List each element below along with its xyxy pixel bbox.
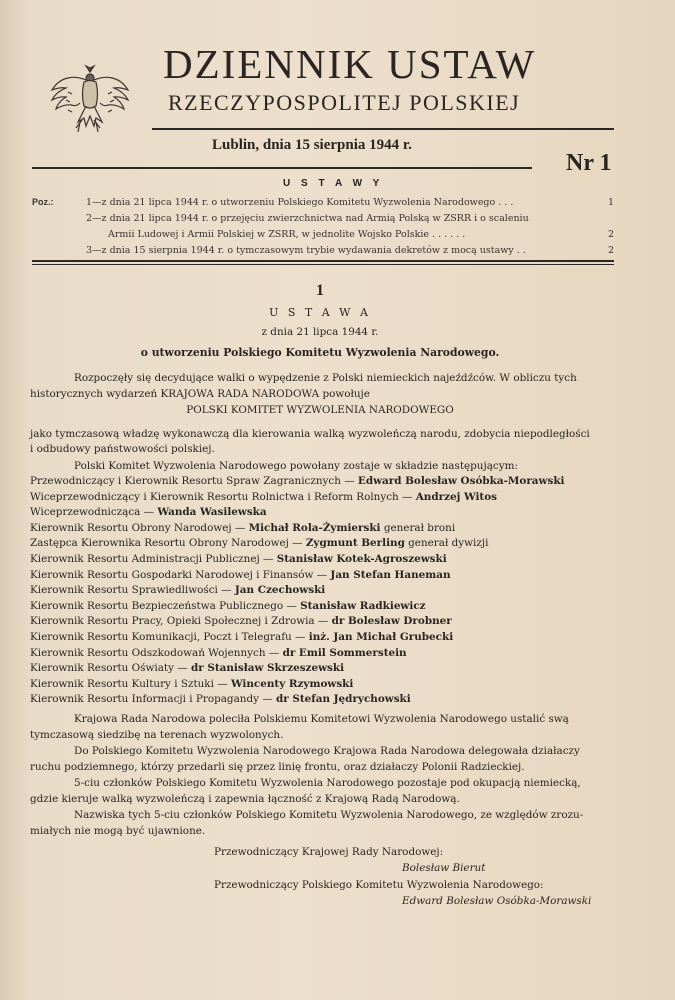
member-role: Kierownik Resortu Informacji i Propagandy — (30, 693, 273, 706)
member-role: Kierownik Resortu Odszkodowań Wojennych — (30, 646, 280, 659)
paragraph-line: Krajowa Rada Narodowa poleciła Polskiemu Komitetowi Wyzwolenia Narodowego ustalić swą (74, 713, 569, 725)
member-role: Kierownik Resortu Obrony Narodowej — (30, 521, 246, 534)
member-name: dr Stanisław Skrzeszewski (190, 662, 345, 675)
member-name: dr Emil Sommerstein (282, 646, 407, 659)
paragraph-line: Polski Komitet Wyzwolenia Narodowego powołany zostaje w składzie następującym: (74, 460, 518, 472)
paragraph-line: i odbudowy państwowości polskiej. (30, 443, 215, 455)
act-type: U S T A W A (269, 306, 371, 319)
member-role: Kierownik Resortu Oświaty — (30, 662, 188, 675)
member-line (30, 506, 267, 518)
member-line (30, 522, 455, 534)
paragraph-line: ruchu podziemnego, którzy przedarli się przez linię frontu, oraz działaczy Polonii Radzieckiej. (30, 761, 525, 773)
paragraph-line: tymczasową siedzibę na terenach wyzwolonych. (30, 729, 284, 741)
issue-number: Nr 1 (566, 150, 612, 176)
journal-subtitle: RZECZYPOSPOLITEJ POLSKIEJ (168, 90, 521, 115)
toc-entry: 2—z dnia 21 lipca 1944 r. o przejęciu zwierzchnictwa nad Armią Polską w ZSRR i o scaleniu (86, 213, 529, 224)
member-line (30, 678, 353, 690)
toc-entry: 1—z dnia 21 lipca 1944 r. o utworzeniu Polskiego Komitetu Wyzwolenia Narodowego . . . (86, 197, 514, 208)
member-line (30, 693, 411, 705)
toc-page-number: 1 (607, 197, 614, 208)
member-name: dr Bolesław Drobner (331, 615, 452, 628)
member-role: Kierownik Resortu Pracy, Opieki Społecznej i Zdrowia — (30, 615, 329, 628)
member-role: Kierownik Resortu Kultury i Sztuki — (30, 677, 228, 690)
member-role: Kierownik Resortu Bezpieczeństwa Publicznego — (30, 599, 297, 612)
member-name: Wanda Wasilewska (157, 506, 267, 519)
member-name: Michał Rola-Żymierski (248, 521, 381, 534)
member-name: Zygmunt Berling (305, 537, 405, 550)
paragraph-line: gdzie kieruje walką wyzwoleńczą i zapewnia łączność z Krajową Radą Narodową. (30, 793, 460, 805)
member-line (30, 475, 564, 487)
member-name: Jan Stefan Haneman (330, 568, 451, 581)
member-name: Edward Bolesław Osóbka-Morawski (357, 475, 565, 487)
signature-name: Bolesław Bierut (402, 862, 486, 874)
member-name: Stanisław Kotek-Agroszewski (276, 553, 447, 565)
member-role: Przewodniczący i Kierownik Resortu Spraw Zagranicznych — (30, 475, 355, 487)
signature-title: Przewodniczący Krajowej Rady Narodowej: (214, 846, 444, 858)
member-line (30, 631, 453, 643)
member-line (30, 615, 452, 627)
act-title: o utworzeniu Polskiego Komitetu Wyzwolenia Narodowego. (140, 346, 500, 359)
toc-entry-continuation: Armii Ludowej i Armii Polskiej w ZSRR, w jednolite Wojsko Polskie . . . . . . (108, 229, 466, 240)
polish-eagle-emblem-icon (46, 62, 134, 142)
issue-dateline: Lublin, dnia 15 sierpnia 1944 r. (212, 137, 412, 153)
toc-page-number: 2 (607, 229, 614, 240)
member-line (30, 600, 426, 612)
member-line (30, 647, 407, 659)
member-line (30, 537, 488, 549)
member-role: Kierownik Resortu Gospodarki Narodowej i Finansów — (30, 568, 328, 581)
member-name: dr Stefan Jędrychowski (276, 693, 411, 706)
member-name: Jan Czechowski (234, 584, 326, 597)
paragraph-line: jako tymczasową władzę wykonawczą dla kierowania walką wyzwoleńczą narodu, zdobycia niepodległości (30, 428, 590, 440)
signature-title: Przewodniczący Polskiego Komitetu Wyzwolenia Narodowego: (214, 879, 544, 891)
member-role: Kierownik Resortu Komunikacji, Poczt i Telegrafu — (30, 631, 306, 643)
member-rank: generał broni (383, 521, 456, 534)
member-name: Andrzej Witos (415, 490, 497, 503)
member-line (30, 584, 325, 596)
toc-entry: 3—z dnia 15 sierpnia 1944 r. o tymczasowym trybie wydawania dekretów z mocą ustawy . . (86, 245, 526, 256)
paragraph-line: Do Polskiego Komitetu Wyzwolenia Narodowego Krajowa Rada Narodowa delegowała działaczy (74, 745, 580, 757)
member-name: Wincenty Rzymowski (230, 677, 354, 690)
member-role: Wiceprzewodniczący i Kierownik Resortu Rolnictwa i Reform Rolnych — (30, 490, 413, 503)
member-name: inż. Jan Michał Grubecki (308, 631, 454, 643)
journal-title: DZIENNIK USTAW (163, 41, 537, 87)
act-number: 1 (316, 282, 324, 299)
member-role: Wiceprzewodnicząca — (30, 506, 155, 519)
act-date: z dnia 21 lipca 1944 r. (261, 326, 379, 338)
toc-rule-bottom (32, 264, 614, 265)
paragraph-line: historycznych wydarzeń KRAJOWA RADA NARODOWA powołuje (30, 388, 370, 400)
toc-page-number: 2 (607, 245, 614, 256)
member-rank: generał dywizji (408, 537, 489, 550)
toc-poz-label: Poz.: (32, 197, 54, 207)
member-line (30, 491, 497, 503)
toc-rule-top (32, 260, 614, 262)
member-role: Kierownik Resortu Administracji Publicznej — (30, 553, 274, 565)
member-line (30, 553, 447, 565)
signature-name: Edward Bolesław Osóbka-Morawski (402, 895, 592, 907)
member-name: Stanisław Radkiewicz (300, 599, 426, 612)
toc-heading: U S T A W Y (283, 178, 384, 189)
paragraph-line: 5-ciu członków Polskiego Komitetu Wyzwolenia Narodowego pozostaje pod okupacją niemiecką, (74, 777, 581, 789)
member-role: Zastępca Kierownika Resortu Obrony Narodowej — (30, 537, 303, 550)
committee-name: POLSKI KOMITET WYZWOLENIA NARODOWEGO (186, 404, 454, 416)
member-role: Kierownik Resortu Sprawiedliwości — (30, 584, 232, 597)
paragraph-line: miałych nie mogą być ujawnione. (30, 825, 206, 837)
member-line (30, 569, 451, 581)
dateline-rule (32, 167, 532, 169)
masthead-rule (152, 128, 614, 130)
paragraph-line: Nazwiska tych 5-ciu członków Polskiego Komitetu Wyzwolenia Narodowego, ze względów zrozu- (74, 809, 584, 821)
paragraph-line: Rozpoczęły się decydujące walki o wypędzenie z Polski niemieckich najeźdźców. W obliczu tych (74, 372, 577, 384)
member-line (30, 662, 344, 674)
